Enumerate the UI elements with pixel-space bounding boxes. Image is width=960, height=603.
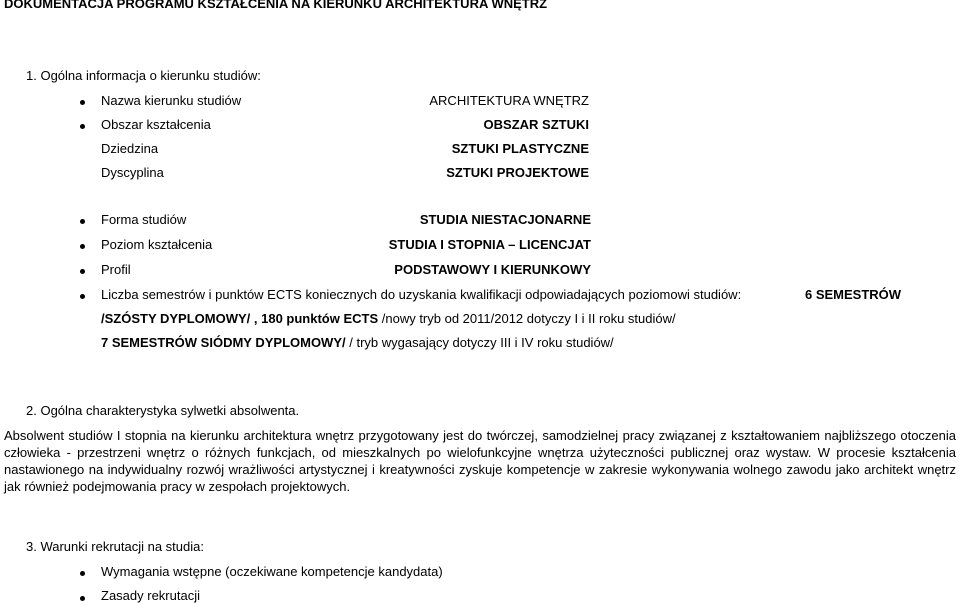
ects-label: Liczba semestrów i punktów ECTS koniecznych do uzyskania kwalifikacji odpowiadających poziomowi studiów: [101,287,742,302]
row-value: ARCHITEKTURA WNĘTRZ [429,93,589,108]
ects-value: 6 SEMESTRÓW [805,287,902,302]
section-1-heading: 1. Ogólna informacja o kierunku studiów: [26,68,261,83]
row-label: Nazwa kierunku studiów [101,93,242,108]
list-item: Zasady rekrutacji [101,588,200,603]
row-label: Forma studiów [101,212,187,227]
ects-line-3-bold: 7 SEMESTRÓW SIÓDMY DYPLOMOWY/ [101,335,346,350]
section-3-heading: 3. Warunki rekrutacji na studia: [26,539,204,554]
row-value: SZTUKI PROJEKTOWE [446,165,589,180]
bullet [80,244,85,249]
ects-line-2-rest: /nowy tryb od 2011/2012 dotyczy I i II roku studiów/ [378,311,676,326]
bullet [80,100,85,105]
document-title: DOKUMENTACJA PROGRAMU KSZTAŁCENIA NA KIERUNKU ARCHITEKTURA WNĘTRZ [4,0,548,11]
list-item: Wymagania wstępne (oczekiwane kompetencje kandydata) [101,564,443,579]
bullet [80,294,85,299]
bullet [80,219,85,224]
ects-line-2-bold: /SZÓSTY DYPLOMOWY/ , 180 punktów ECTS [101,311,379,326]
bullet [80,269,85,274]
bullet [80,124,85,129]
row-value: SZTUKI PLASTYCZNE [451,141,589,156]
row-label: Dyscyplina [101,165,164,180]
row-label: Profil [101,262,131,277]
row-value: STUDIA NIESTACJONARNE [419,212,591,227]
graduate-profile-paragraph: Absolwent studiów I stopnia na kierunku architektura wnętrz przygotowany jest do twórczej, samodzielnej pracy związanej z kształtowaniem najbliższego otoczenia człowieka - przestrzeni wnętrz o różnych funkcjach, od mieszkalnych po wielofunkcyjne wnętrza użyteczności publicznej oraz wystaw. W procesie kształcenia nastawionego na indywidualny rozwój wrażliwości artystycznej i kreatywności zyskuje kompetencje w zakresie wykonywania wolnego zawodu jako architekt wnętrz jak również podejmowania pracy w zespołach projektowych. [4,428,956,494]
row-label: Poziom kształcenia [101,237,213,252]
ects-line-2 [101,311,676,326]
row-value: STUDIA I STOPNIA – LICENCJAT [388,237,591,252]
row-label: Dziedzina [101,141,159,156]
row-label: Obszar kształcenia [101,117,211,132]
section-2-heading: 2. Ogólna charakterystyka sylwetki absolwenta. [26,403,300,418]
ects-line-3 [101,335,614,350]
bullet [80,571,85,576]
bullet [80,596,85,601]
ects-line-3-rest: / tryb wygasający dotyczy III i IV roku studiów/ [345,335,614,350]
row-value: PODSTAWOWY I KIERUNKOWY [394,262,591,277]
row-value: OBSZAR SZTUKI [483,117,589,132]
